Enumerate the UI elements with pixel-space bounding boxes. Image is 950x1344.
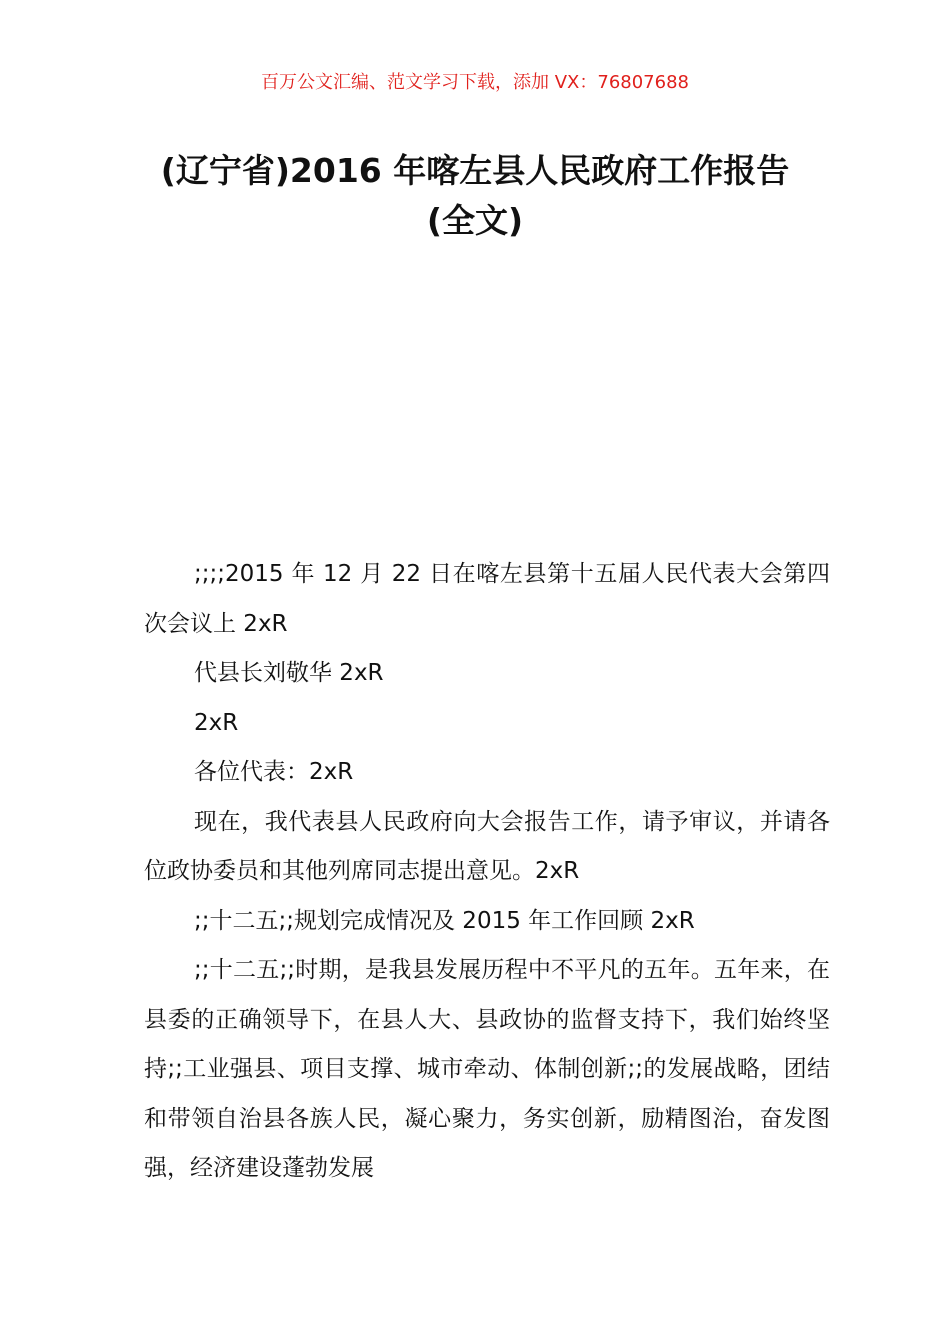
title-line-2: (全文) (426, 201, 524, 240)
document-body (144, 550, 830, 1194)
paragraph-salutation: 各位代表：2xR (194, 759, 354, 785)
title-line-1: (辽宁省)2016 年喀左县人民政府工作报告 (160, 151, 790, 190)
paragraph-blank-marker: 2xR (194, 709, 239, 736)
document-title (100, 146, 850, 246)
paragraph-meeting-info: ;;;;2015 年 12 月 22 日在喀左县第十五届人民代表大会第四次会议上 2xR (144, 561, 830, 637)
paragraph-speaker: 代县长刘敬华 2xR (194, 660, 384, 686)
paragraph-section-heading: ;;十二五;;规划完成情况及 2015 年工作回顾 2xR (194, 907, 695, 934)
header-watermark-note: 百万公文汇编、范文学习下载，添加 VX：76807688 (261, 72, 689, 93)
paragraph-review: ;;十二五;;时期，是我县发展历程中不平凡的五年。五年来，在县委的正确领导下，在县人大、县政协的监督支持下，我们始终坚持;;工业强县、项目支撑、城市牵动、体制创新;;的发展战略，团结和带领自治县各族人民，凝心聚力，务实创新，励精图治，奋发图强，经济建设蓬勃发展 (144, 957, 830, 1181)
paragraph-intro: 现在，我代表县人民政府向大会报告工作，请予审议，并请各位政协委员和其他列席同志提出意见。2xR (144, 808, 830, 884)
